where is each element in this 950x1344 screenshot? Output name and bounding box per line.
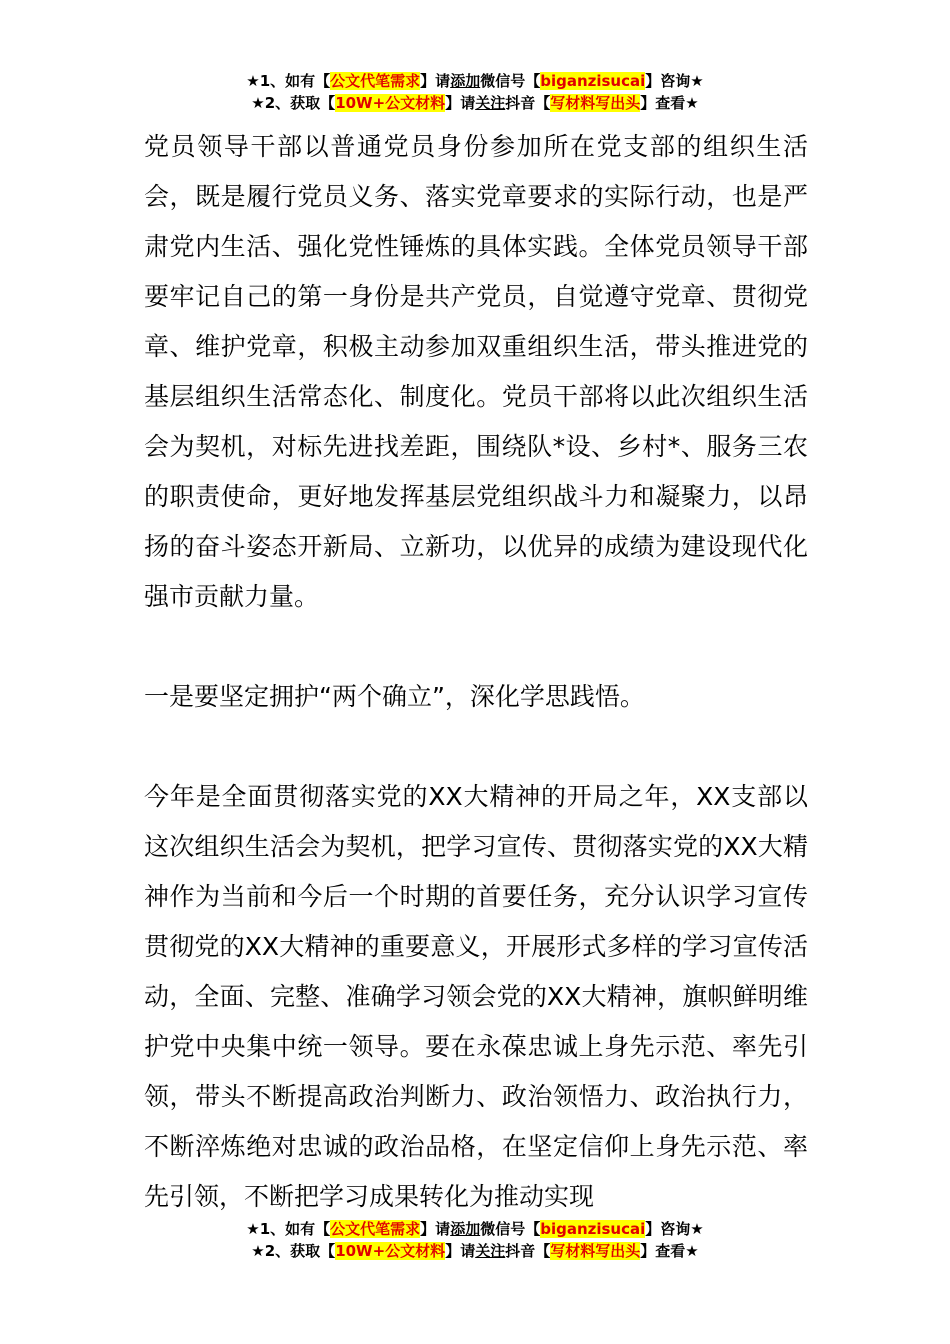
banner-line-1 <box>0 70 950 92</box>
paragraph-2: 今年是全面贯彻落实党的XX大精神的开局之年，XX支部以这次组织生活会为契机，把学习宣传、贯彻落实党的XX大精神作为当前和今后一个时期的首要任务，充分认识学习宣传贯彻党的XX大精神的重要意义，开展形式多样的学习宣传活动，全面、完整、准确学习领会党的XX大精神，旗帜鲜明维护党中央集中统一领导。要在永葆忠诚上身先示范、率先引领，带头不断提高政治判断力、政治领悟力、政治执行力，不断淬炼绝对忠诚的政治品格，在坚定信仰上身先示范、率先引领，不断把学习成果转化为推动实现 <box>144 782 808 1211</box>
banner-highlight: 公文代笔需求 <box>330 72 421 90</box>
paragraph-spacer <box>144 622 808 672</box>
header-banner <box>0 70 950 114</box>
banner-text: 微信号【 <box>480 1220 541 1238</box>
banner-highlight: 10W+公文材料 <box>335 94 446 112</box>
banner-text: 】请 <box>445 1242 476 1260</box>
banner-line-2 <box>0 92 950 114</box>
banner-underlined: 添加 <box>450 72 481 90</box>
banner-text: 】查看★ <box>640 1242 699 1260</box>
paragraph-spacer <box>144 722 808 772</box>
document-body <box>144 122 808 1222</box>
banner-underlined: 关注 <box>475 94 506 112</box>
banner-text: 】咨询★ <box>645 1220 704 1238</box>
banner-text: ★1、如有【 <box>246 72 331 90</box>
banner-text: ★2、获取【 <box>251 94 336 112</box>
banner-text: 】咨询★ <box>645 72 704 90</box>
banner-text: ★2、获取【 <box>251 1242 336 1260</box>
banner-highlight: 公文代笔需求 <box>330 1220 421 1238</box>
banner-text: 】请 <box>420 1220 451 1238</box>
footer-banner <box>0 1218 950 1262</box>
banner-line-2 <box>0 1240 950 1262</box>
banner-line-1 <box>0 1218 950 1240</box>
banner-text: 抖音【 <box>505 1242 551 1260</box>
banner-highlight: biganzisucai <box>540 72 646 90</box>
banner-text: 】查看★ <box>640 94 699 112</box>
banner-text: 】请 <box>420 72 451 90</box>
banner-highlight: biganzisucai <box>540 1220 646 1238</box>
banner-highlight: 写材料写出头 <box>550 1242 641 1260</box>
banner-underlined: 添加 <box>450 1220 481 1238</box>
section-heading-1: 一是要坚定拥护“两个确立”，深化学思践悟。 <box>144 682 645 711</box>
banner-text: 抖音【 <box>505 94 551 112</box>
banner-text: 微信号【 <box>480 72 541 90</box>
paragraph-1: 党员领导干部以普通党员身份参加所在党支部的组织生活会，既是履行党员义务、落实党章要求的实际行动，也是严肃党内生活、强化党性锤炼的具体实践。全体党员领导干部要牢记自己的第一身份是共产党员，自觉遵守党章、贯彻党章、维护党章，积极主动参加双重组织生活，带头推进党的基层组织生活常态化、制度化。党员干部将以此次组织生活会为契机，对标先进找差距，围绕队*设、乡村*、服务三农的职责使命，更好地发挥基层党组织战斗力和凝聚力，以昂扬的奋斗姿态开新局、立新功，以优异的成绩为建设现代化强市贡献力量。 <box>144 132 808 611</box>
banner-underlined: 关注 <box>475 1242 506 1260</box>
banner-text: ★1、如有【 <box>246 1220 331 1238</box>
banner-text: 】请 <box>445 94 476 112</box>
banner-highlight: 10W+公文材料 <box>335 1242 446 1260</box>
banner-highlight: 写材料写出头 <box>550 94 641 112</box>
